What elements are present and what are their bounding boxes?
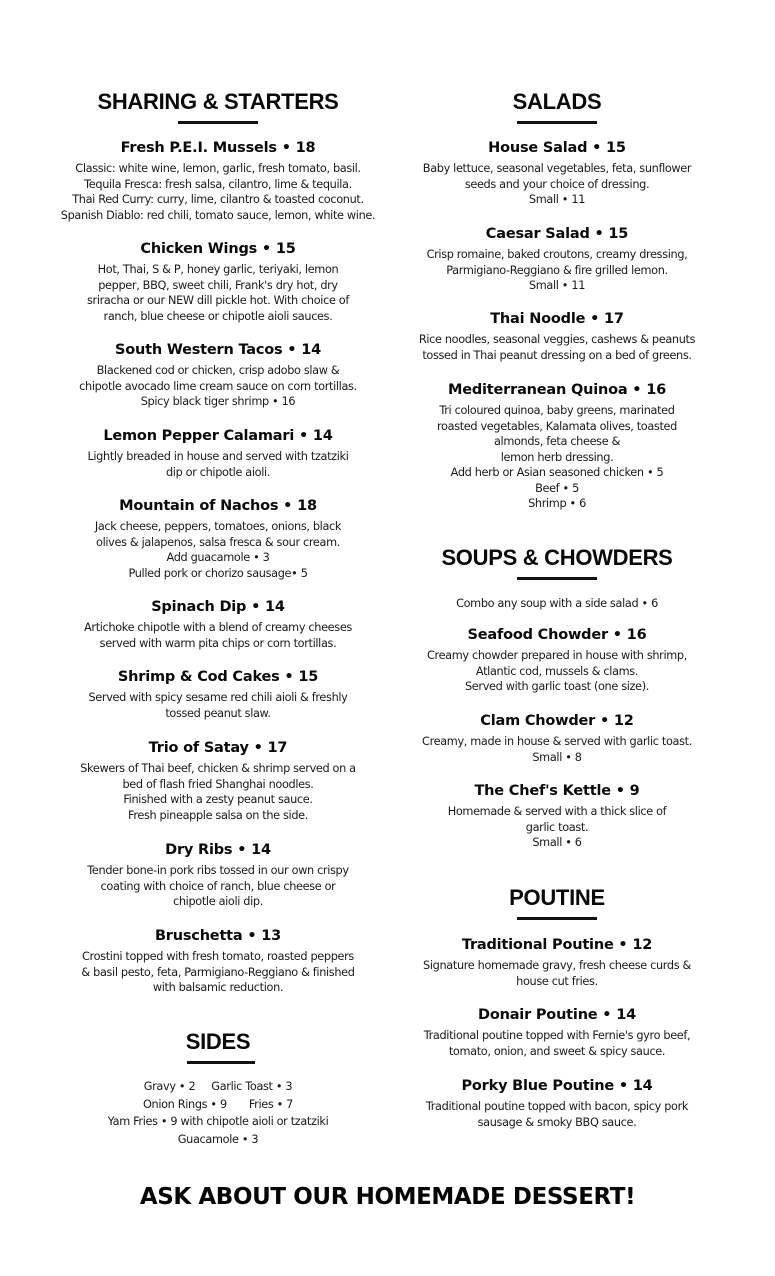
desc-line: Spicy black tiger shrimp • 16 (140, 395, 296, 408)
item-description (394, 247, 720, 294)
desc-line: tossed in Thai peanut dressing on a bed of greens. (422, 348, 692, 362)
item-description (44, 449, 392, 480)
desc-line: olives & jalapenos, salsa fresca & sour cream. (96, 535, 340, 549)
desc-line: house cut fries. (516, 974, 598, 988)
desc-line: Small • 8 (532, 750, 582, 764)
menu-item (394, 936, 720, 989)
side-item: Gravy • 2 (143, 1080, 196, 1093)
desc-line: Lightly breaded in house and served with tzatziki (87, 450, 349, 463)
desc-line: garlic toast. (525, 820, 589, 834)
desc-line: Rice noodles, seasonal veggies, cashews & peanuts (418, 333, 696, 346)
section-title: SHARING & STARTERS (97, 89, 339, 114)
desc-line: lemon herb dressing. (500, 450, 614, 464)
desc-line: Jack cheese, peppers, tomatoes, onions, black (94, 520, 342, 533)
menu-item (44, 497, 392, 581)
item-description (44, 519, 392, 581)
desc-line: Crisp romaine, baked croutons, creamy dressing, (426, 248, 688, 261)
sides-row (44, 1078, 392, 1096)
sides-row (44, 1131, 392, 1149)
item-title: Mediterranean Quinoa • 16 (447, 382, 666, 398)
section-poutine (394, 885, 720, 920)
dessert-banner: ASK ABOUT OUR HOMEMADE DESSERT! (139, 1184, 636, 1210)
item-title: Mountain of Nachos • 18 (119, 498, 317, 514)
desc-line: Atlantic cod, mussels & clams. (475, 664, 639, 678)
desc-line: ranch, blue cheese or chipotle aioli sauces. (103, 309, 333, 323)
item-description (394, 648, 720, 695)
desc-line: Served with spicy sesame red chili aioli & freshly (88, 691, 348, 704)
desc-line: sausage & smoky BBQ sauce. (477, 1115, 637, 1129)
desc-line: Thai Red Curry: curry, lime, cilantro & toasted coconut. (72, 193, 364, 206)
menu-item (44, 427, 392, 480)
desc-line: Signature homemade gravy, fresh cheese curds & (423, 959, 691, 972)
item-description (394, 734, 720, 765)
section-sharing-starters (44, 89, 392, 124)
item-title: Spinach Dip • 14 (151, 599, 285, 615)
item-title: Traditional Poutine • 12 (461, 937, 653, 953)
menu-item (394, 310, 720, 363)
item-description (394, 804, 720, 851)
desc-line: Spanish Diablo: red chili, tomato sauce, lemon, white wine. (60, 208, 376, 222)
desc-line: Hot, Thai, S & P, honey garlic, teriyaki, lemon (97, 263, 339, 276)
item-description (44, 363, 392, 410)
desc-line: Classic: white wine, lemon, garlic, fresh tomato, basil. (75, 162, 361, 175)
side-item: Onion Rings • 9 (142, 1097, 227, 1111)
desc-line: almonds, feta cheese & (493, 435, 621, 448)
section-divider (517, 577, 597, 580)
sides-row (44, 1096, 392, 1114)
desc-line: sriracha or our NEW dill pickle hot. With choice of (87, 294, 349, 307)
section-title: SOUPS & CHOWDERS (441, 545, 673, 570)
side-item: Yam Fries • 9 with chipotle aioli or tzatziki (107, 1115, 329, 1128)
desc-line: chipotle avocado lime cream sauce on corn tortillas. (79, 379, 357, 393)
menu-item (394, 381, 720, 512)
item-description (394, 1099, 720, 1130)
item-description (44, 620, 392, 651)
menu-item (44, 341, 392, 410)
desc-line: tossed peanut slaw. (165, 706, 271, 720)
section-title: SIDES (185, 1029, 251, 1054)
section-title: SALADS (512, 89, 602, 114)
menu-item (394, 1077, 720, 1130)
desc-line: Skewers of Thai beef, chicken & shrimp served on a (80, 762, 356, 775)
desc-line: served with warm pita chips or corn tortillas. (99, 636, 337, 650)
menu-item (44, 927, 392, 996)
desc-line: with balsamic reduction. (152, 981, 284, 994)
desc-line: Finished with a zesty peanut sauce. (123, 793, 313, 806)
item-description (394, 403, 720, 512)
desc-line: Crostini topped with fresh tomato, roasted peppers (82, 950, 354, 963)
section-sides (44, 1029, 392, 1064)
item-title: Fresh P.E.I. Mussels • 18 (120, 140, 316, 156)
desc-line: Traditional poutine topped with bacon, spicy pork (425, 1100, 689, 1113)
desc-line: Traditional poutine topped with Fernie's gyro beef, (423, 1029, 691, 1042)
desc-line: Pulled pork or chorizo sausage• 5 (128, 566, 308, 580)
side-item: Fries • 7 (248, 1097, 294, 1111)
desc-line: Homemade & served with a thick slice of (447, 805, 667, 818)
soup-combo-note: Combo any soup with a side salad • 6 (456, 597, 658, 610)
desc-line: Beef • 5 (535, 481, 579, 495)
desc-line: Small • 11 (528, 279, 586, 292)
desc-line: Parmigiano-Reggiano & fire grilled lemon. (446, 263, 668, 277)
item-description (394, 1028, 720, 1059)
item-title: The Chef's Kettle • 9 (474, 783, 640, 799)
desc-line: Small • 6 (532, 836, 582, 849)
item-description (44, 863, 392, 910)
item-description (44, 949, 392, 996)
desc-line: bed of flash fried Shanghai noodles. (122, 777, 314, 791)
desc-line: coating with choice of ranch, blue cheese or (100, 879, 336, 893)
desc-line: Served with garlic toast (one size). (464, 680, 650, 693)
desc-line: Tri coloured quinoa, baby greens, marinated (439, 404, 675, 417)
item-title: Shrimp & Cod Cakes • 15 (117, 669, 319, 685)
item-description (394, 332, 720, 363)
item-title: Caesar Salad • 15 (485, 226, 629, 242)
menu-item (394, 782, 720, 851)
item-title: House Salad • 15 (488, 140, 626, 156)
item-description (44, 262, 392, 324)
item-description (44, 161, 392, 223)
section-divider (517, 917, 597, 920)
section-title: POUTINE (509, 885, 605, 910)
side-item: Garlic Toast • 3 (211, 1080, 293, 1093)
desc-line: pepper, BBQ, sweet chili, Frank's dry hot, dry (98, 278, 338, 292)
desc-line: Creamy chowder prepared in house with shrimp, (427, 649, 687, 662)
menu-item (44, 739, 392, 823)
menu-item (44, 139, 392, 223)
item-description (394, 161, 720, 208)
item-title: Thai Noodle • 17 (490, 311, 624, 327)
desc-line: Shrimp • 6 (528, 497, 586, 510)
item-title: Donair Poutine • 14 (478, 1007, 636, 1023)
desc-line: Add guacamole • 3 (166, 551, 270, 564)
item-title: Bruschetta • 13 (154, 928, 282, 944)
item-title: Seafood Chowder • 16 (467, 627, 647, 643)
menu-item (44, 598, 392, 651)
sides-row (44, 1113, 392, 1131)
menu-item (44, 668, 392, 721)
desc-line: & basil pesto, feta, Parmigiano-Reggiano & finished (81, 965, 355, 979)
desc-line: Tequila Fresca: fresh salsa, cilantro, lime & tequila. (84, 177, 352, 191)
desc-line: dip or chipotle aioli. (165, 465, 271, 479)
desc-line: Add herb or Asian seasoned chicken • 5 (450, 466, 664, 479)
desc-line: tomato, onion, and sweet & spicy sauce. (448, 1044, 666, 1058)
section-soups-chowders (394, 545, 720, 580)
section-divider (517, 121, 597, 124)
menu-item (394, 712, 720, 765)
item-title: Dry Ribs • 14 (165, 842, 271, 858)
desc-line: roasted vegetables, Kalamata olives, toasted (437, 419, 677, 433)
item-title: Porky Blue Poutine • 14 (461, 1078, 653, 1094)
desc-line: Fresh pineapple salsa on the side. (128, 808, 308, 822)
side-item: Guacamole • 3 (177, 1132, 259, 1146)
desc-line: seeds and your choice of dressing. (464, 177, 650, 191)
item-title: Chicken Wings • 15 (140, 241, 296, 257)
item-title: Lemon Pepper Calamari • 14 (103, 428, 333, 444)
menu-item (44, 240, 392, 324)
menu-item (394, 1006, 720, 1059)
desc-line: Creamy, made in house & served with garlic toast. (422, 735, 692, 748)
menu-item (394, 225, 720, 294)
menu-item (44, 841, 392, 910)
section-divider (178, 121, 258, 124)
item-title: Clam Chowder • 12 (480, 713, 634, 729)
menu-item (394, 626, 720, 695)
desc-line: Baby lettuce, seasonal vegetables, feta, sunflower (422, 162, 692, 175)
item-description (44, 690, 392, 721)
sides-list (44, 1078, 392, 1148)
menu-item (394, 139, 720, 208)
desc-line: Blackened cod or chicken, crisp adobo slaw & (96, 364, 340, 377)
item-title: Trio of Satay • 17 (148, 740, 288, 756)
section-divider (187, 1061, 255, 1064)
desc-line: Artichoke chipotle with a blend of creamy cheeses (84, 621, 352, 634)
item-description (394, 958, 720, 989)
desc-line: Tender bone-in pork ribs tossed in our own crispy (87, 864, 349, 877)
item-title: South Western Tacos • 14 (115, 342, 321, 358)
section-salads (394, 89, 720, 124)
item-description (44, 761, 392, 823)
desc-line: chipotle aioli dip. (173, 895, 263, 908)
desc-line: Small • 11 (528, 193, 586, 206)
